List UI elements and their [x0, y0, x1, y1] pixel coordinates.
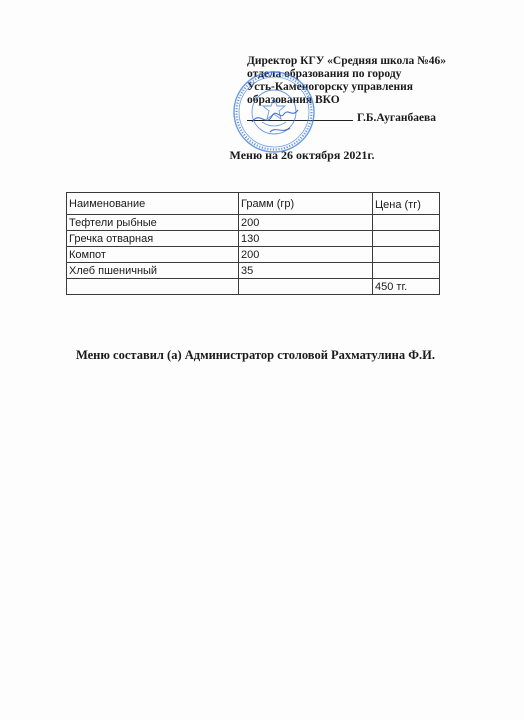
- total-price-cell: 450 тг.: [373, 279, 440, 295]
- table-cell: [373, 247, 440, 263]
- table-cell: [373, 263, 440, 279]
- table-cell: 200: [239, 215, 373, 231]
- table-row: [67, 231, 440, 247]
- approval-line-1: Директор КГУ «Средняя школа №46»: [247, 55, 446, 67]
- table-cell: Тефтели рыбные: [67, 215, 239, 231]
- table-row: [67, 247, 440, 263]
- table-cell: 200: [239, 247, 373, 263]
- table-cell: Хлеб пшеничный: [67, 263, 239, 279]
- table-cell: [373, 231, 440, 247]
- table-cell: 35: [239, 263, 373, 279]
- table-row: [67, 263, 440, 279]
- table-cell: 130: [239, 231, 373, 247]
- column-header: Наименование: [67, 193, 239, 215]
- table-cell: [373, 215, 440, 231]
- column-header: Грамм (гр): [239, 193, 373, 215]
- approval-line-4: образования ВКО: [247, 94, 340, 106]
- table-cell: [67, 279, 239, 295]
- round-seal-icon: [232, 70, 316, 154]
- menu-table: [66, 192, 440, 295]
- approval-line-2: отдела образования по городу: [247, 68, 402, 80]
- page-title: Меню на 26 октября 2021г.: [229, 148, 375, 162]
- approval-line-3: Усть-Каменогорску управления: [247, 81, 413, 93]
- table-cell: Гречка отварная: [67, 231, 239, 247]
- signatory-name: Г.Б.Ауганбаева: [357, 112, 437, 124]
- table-cell: [239, 279, 373, 295]
- table-total-row: [67, 279, 440, 295]
- table-header-row: [67, 193, 440, 215]
- table-row: [67, 215, 440, 231]
- column-header: Цена (тг): [373, 193, 440, 215]
- footer-compiled-by: Меню составил (а) Администратор столовой Рахматулина Ф.И.: [76, 348, 435, 362]
- table-cell: Компот: [67, 247, 239, 263]
